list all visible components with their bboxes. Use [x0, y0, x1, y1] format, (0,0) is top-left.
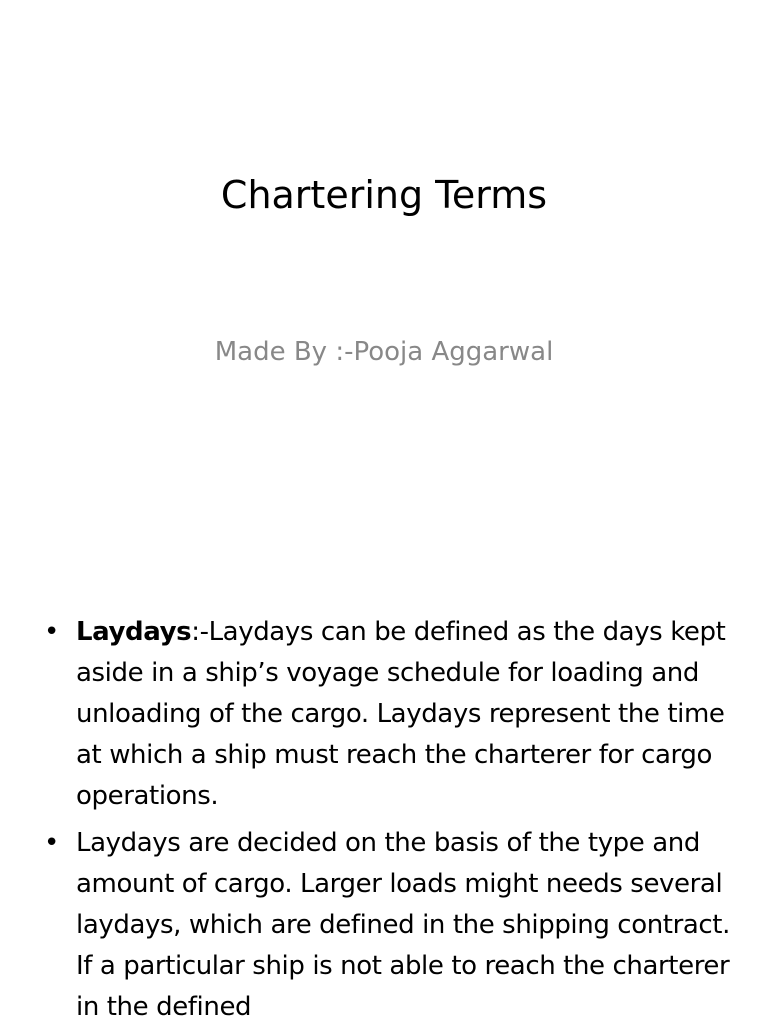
bullet-text: Laydays are decided on the basis of the type and amount of cargo. Larger loads might needs several laydays, which are defined in the shipping contract. If a particular ship is not able to reach the charterer in the defined [76, 828, 730, 1022]
bullet-icon: • [44, 828, 59, 858]
bullet-text: :-Laydays can be defined as the days kept aside in a ship’s voyage schedule for loading and unloading of the cargo. Laydays represent the time at which a ship must reach the charterer for cargo operations. [76, 617, 726, 811]
bullet-term: Laydays [76, 617, 192, 647]
content-slide [0, 576, 768, 1024]
slide-title: Chartering Terms [220, 173, 548, 217]
bullet-item-laydays-definition [44, 612, 730, 817]
slide-subtitle: Made By :-Pooja Aggarwal [214, 337, 554, 367]
bullet-icon: • [44, 617, 59, 647]
bullet-item-laydays-decision [44, 823, 730, 1024]
bullet-list [44, 612, 730, 1024]
